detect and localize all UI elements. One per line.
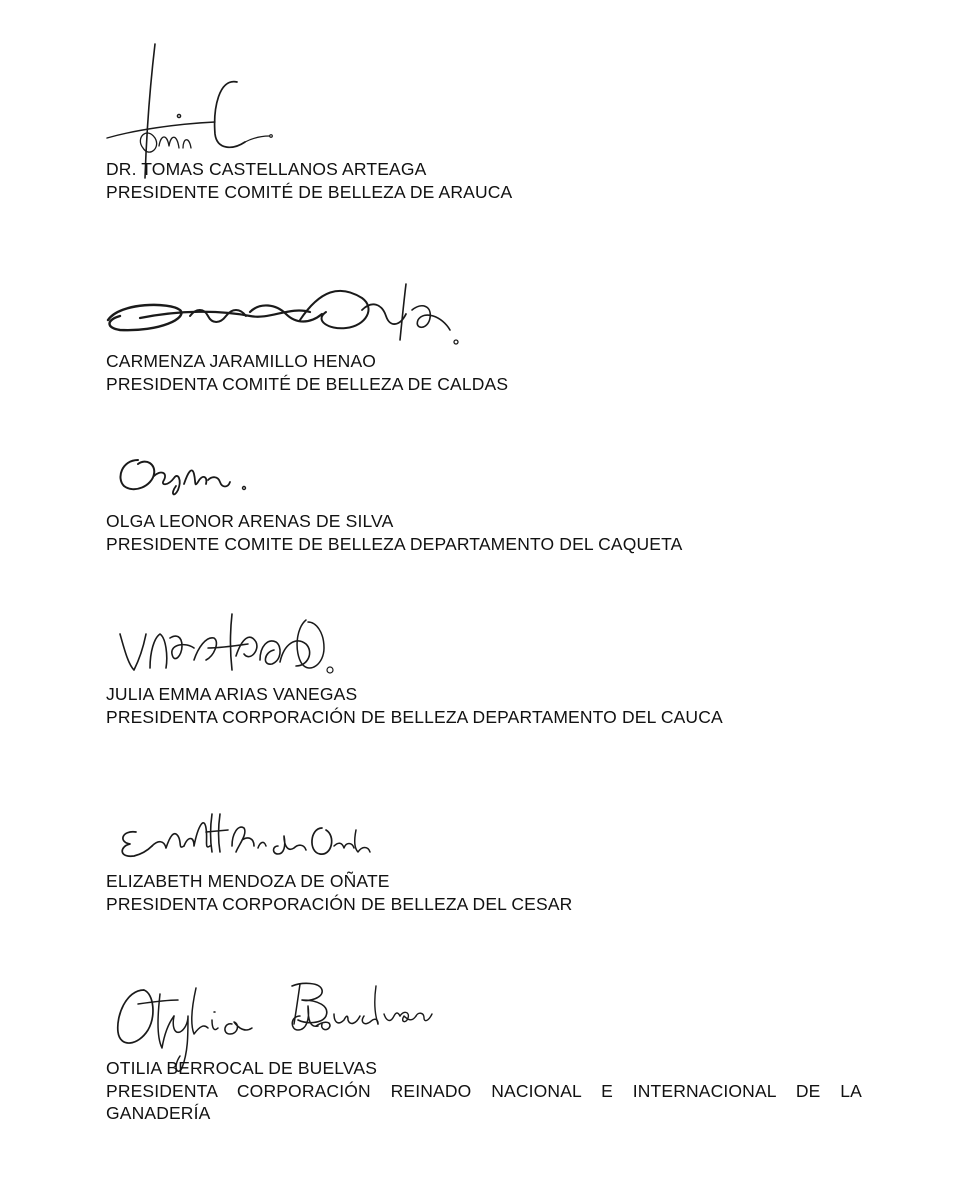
signature-carmenza-jaramillo bbox=[100, 280, 470, 360]
signatory-title: PRESIDENTA COMITÉ DE BELLEZA DE CALDAS bbox=[106, 374, 509, 394]
signatory-title: PRESIDENTE COMITÉ DE BELLEZA DE ARAUCA bbox=[106, 182, 513, 202]
signature-elizabeth-mendoza bbox=[108, 806, 378, 866]
signatory-title: PRESIDENTE COMITE DE BELLEZA DEPARTAMENTO DEL CAQUETA bbox=[106, 534, 683, 554]
signatory-title: PRESIDENTA CORPORACIÓN REINADO NACIONAL E INTERNACIONAL DE LA GANADERÍA bbox=[106, 1081, 862, 1123]
signatory-name: OTILIA BERROCAL DE BUELVAS bbox=[106, 1058, 378, 1078]
signatory-name: JULIA EMMA ARIAS VANEGAS bbox=[106, 684, 358, 704]
signatory-name: CARMENZA JARAMILLO HENAO bbox=[106, 351, 377, 371]
signature-julia-arias bbox=[110, 608, 350, 688]
signatory-name: DR. TOMAS CASTELLANOS ARTEAGA bbox=[106, 159, 427, 179]
signature-olga-arenas bbox=[112, 450, 262, 500]
signatory-name: ELIZABETH MENDOZA DE OÑATE bbox=[106, 871, 390, 891]
signatory-name: OLGA LEONOR ARENAS DE SILVA bbox=[106, 511, 394, 531]
signatory-title: PRESIDENTA CORPORACIÓN DE BELLEZA DEL CESAR bbox=[106, 894, 573, 914]
signatory-title: PRESIDENTA CORPORACIÓN DE BELLEZA DEPARTAMENTO DEL CAUCA bbox=[106, 707, 723, 727]
